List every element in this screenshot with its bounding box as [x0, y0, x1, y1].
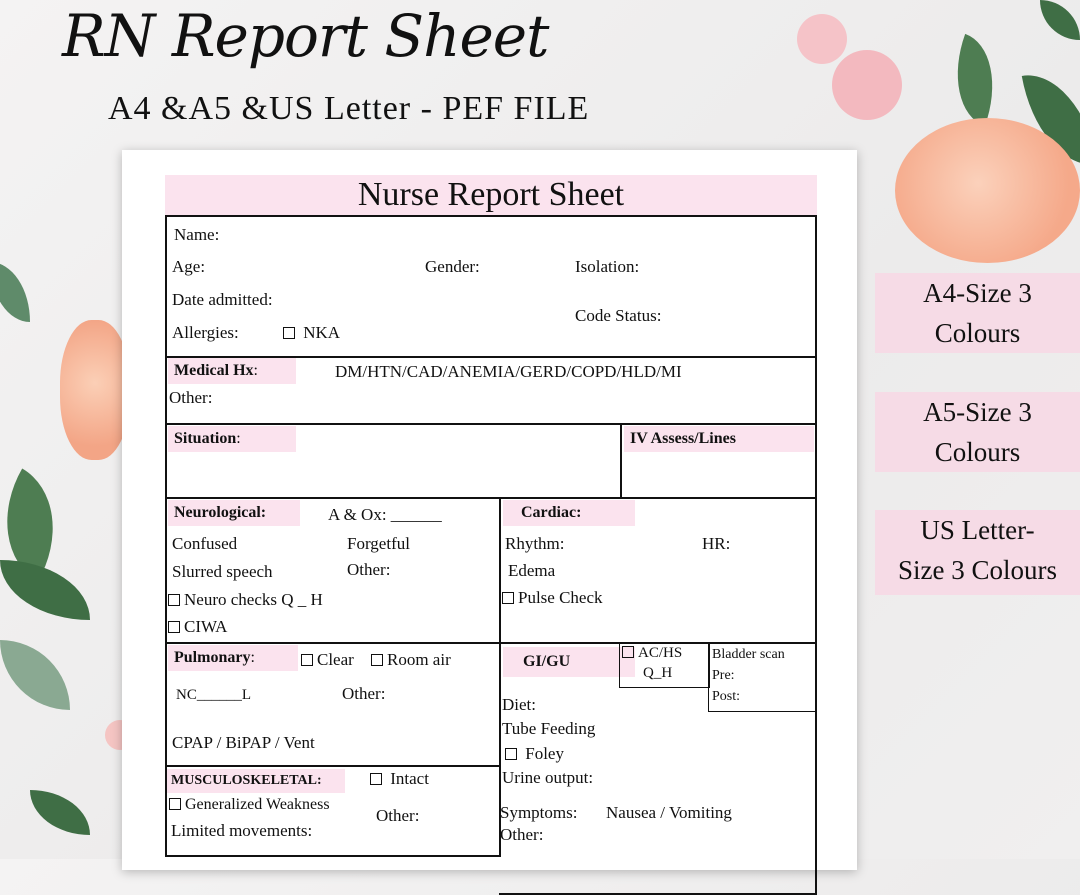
pulmonary-other-label: Other: [342, 684, 386, 703]
rhythm-label: Rhythm: [505, 534, 565, 553]
leaf-decoration [0, 560, 90, 620]
intact-label: Intact [390, 769, 429, 788]
ciwa-checkbox[interactable] [168, 617, 227, 637]
badge-line: Colours [934, 318, 1021, 348]
forgetful-label: Forgetful [347, 534, 410, 553]
checkbox-icon [502, 592, 514, 604]
cardiac-tag: Cardiac: [503, 500, 635, 526]
bladder-pre-label: Pre: [712, 668, 735, 683]
confused-label: Confused [172, 534, 238, 553]
symptoms-label: Symptoms: [500, 803, 578, 822]
achs-label: AC/HS [638, 645, 683, 661]
age-label: Age: [172, 257, 206, 276]
neuro-other-label: Other: [347, 560, 391, 579]
edema-label: Edema [508, 561, 556, 580]
achs-interval: Q_H [643, 665, 673, 681]
clear-label: Clear [317, 650, 354, 669]
allergies-label: Allergies: [172, 323, 239, 342]
foley-label: Foley [525, 744, 564, 763]
clear-checkbox[interactable] [301, 650, 354, 670]
sheet-title: Nurse Report Sheet [165, 175, 817, 215]
limited-movements-label: Limited movements: [171, 821, 313, 840]
checkbox-icon [168, 621, 180, 633]
badge-a5 [875, 392, 1080, 472]
pulse-check-checkbox[interactable] [502, 588, 603, 608]
tube-feeding-label: Tube Feeding [502, 719, 596, 738]
checkbox-icon [301, 654, 313, 666]
leaf-decoration [0, 262, 30, 322]
msk-other-label: Other: [376, 806, 420, 825]
neuro-tag: Neurological: [168, 500, 300, 526]
checkbox-icon [371, 654, 383, 666]
medical-hx-tag: Medical Hx: [168, 358, 296, 384]
leaf-decoration [30, 790, 90, 835]
checkbox-icon [283, 327, 295, 339]
leaf-decoration [938, 34, 1012, 126]
bladder-post-label: Post: [712, 689, 741, 704]
nausea-label: Nausea / Vomiting [606, 803, 732, 822]
checkbox-icon [622, 646, 634, 658]
gender-label: Gender: [425, 257, 480, 276]
intact-checkbox[interactable] [370, 769, 429, 789]
room-air-checkbox[interactable] [371, 650, 451, 670]
badge-line: Size 3 Colours [898, 555, 1057, 585]
isolation-label: Isolation: [575, 257, 640, 276]
pulse-check-label: Pulse Check [518, 588, 603, 607]
gigu-other-label: Other: [500, 825, 544, 844]
product-title: RN Report Sheet [62, 2, 549, 70]
rose-bud-decoration [797, 14, 847, 64]
iv-assess-tag: IV Assess/Lines [624, 426, 814, 452]
code-status-label: Code Status: [575, 306, 662, 325]
ciwa-label: CIWA [184, 617, 228, 636]
bladder-scan-label: Bladder scan [712, 647, 785, 662]
gigu-tag: GI/GU [503, 647, 635, 677]
checkbox-icon [169, 798, 181, 810]
neuro-checks-checkbox[interactable] [168, 590, 323, 610]
slurred-label: Slurred speech [172, 562, 273, 581]
room-air-label: Room air [387, 650, 451, 669]
medical-hx-list: DM/HTN/CAD/ANEMIA/GERD/COPD/HLD/MI [335, 362, 682, 381]
nka-checkbox[interactable] [283, 323, 340, 343]
report-sheet-paper [122, 150, 857, 870]
badge-line: A4-Size 3 [923, 278, 1032, 308]
weakness-label: Generalized Weakness [185, 796, 330, 813]
leaf-decoration [0, 640, 70, 710]
cpap-label: CPAP / BiPAP / Vent [172, 733, 315, 752]
diet-label: Diet: [502, 695, 536, 714]
checkbox-icon [168, 594, 180, 606]
pulmonary-tag: Pulmonary: [168, 645, 298, 671]
patient-info-box [165, 215, 817, 358]
foley-checkbox[interactable] [505, 744, 564, 764]
hr-label: HR: [702, 534, 731, 553]
checkbox-icon [505, 748, 517, 760]
rose-decoration [60, 320, 130, 460]
date-admitted-label: Date admitted: [172, 290, 273, 309]
leaf-decoration [1040, 0, 1080, 40]
achs-checkbox[interactable] [622, 645, 682, 662]
nc-field: NC______L [176, 687, 251, 703]
badge-line: US Letter- [920, 515, 1035, 545]
name-label: Name: [174, 225, 220, 244]
badge-line: Colours [934, 437, 1021, 467]
weakness-checkbox[interactable] [169, 796, 330, 814]
rose-bud-decoration [832, 50, 902, 120]
rose-decoration [895, 118, 1080, 263]
nka-label: NKA [303, 323, 341, 342]
aox-field: A & Ox: ______ [328, 505, 442, 524]
situation-tag: Situation: [168, 426, 296, 452]
urine-output-label: Urine output: [502, 768, 594, 787]
badge-a4 [875, 273, 1080, 353]
checkbox-icon [370, 773, 382, 785]
badge-line: A5-Size 3 [923, 397, 1032, 427]
neuro-checks-label: Neuro checks Q _ H [184, 590, 323, 609]
badge-us-letter [875, 510, 1080, 595]
medical-other-label: Other: [169, 388, 213, 407]
musculoskeletal-tag: MUSCULOSKELETAL: [167, 769, 345, 793]
product-subtitle: A4 &A5 &US Letter - PEF FILE [108, 90, 590, 127]
